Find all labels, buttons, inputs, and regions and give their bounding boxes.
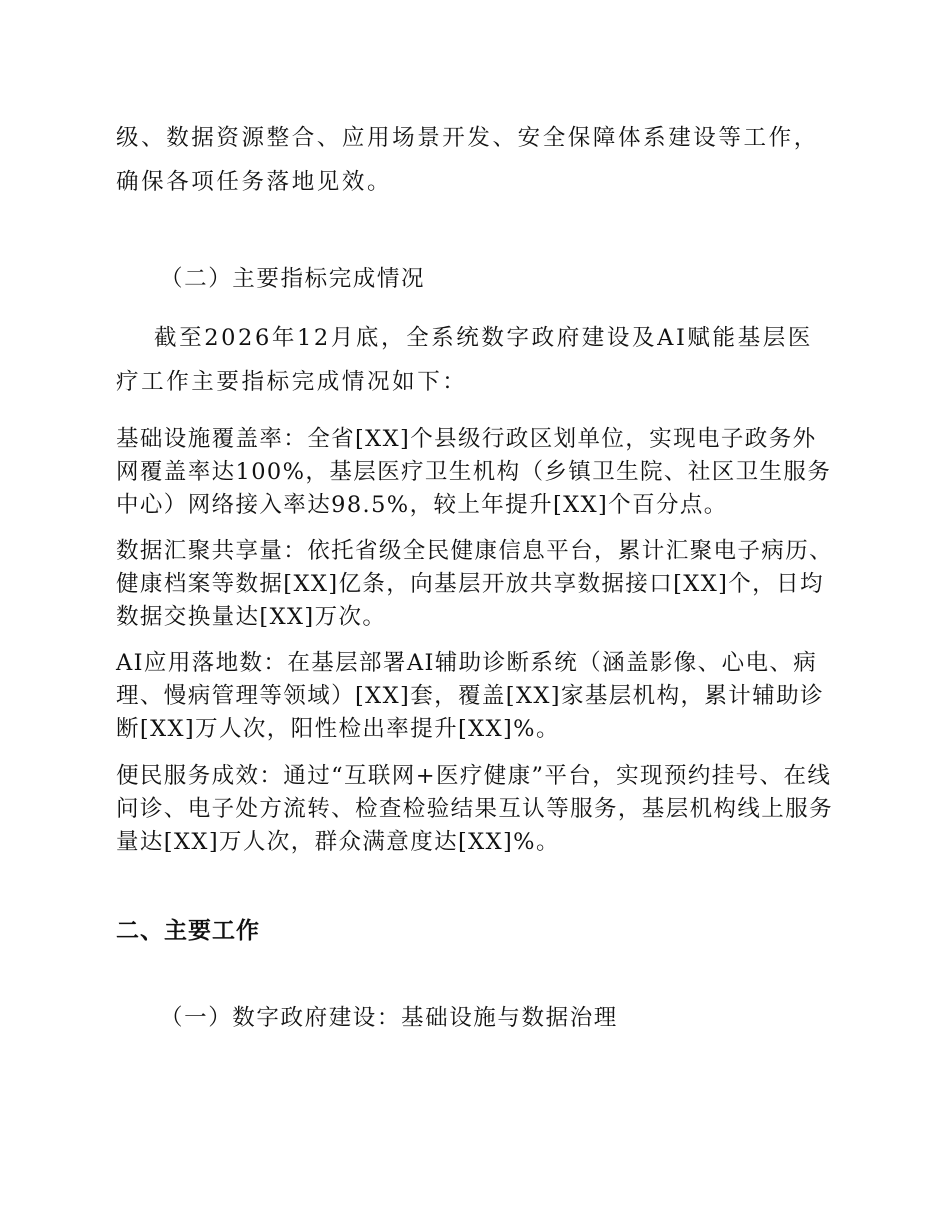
section-heading-indicators: （二）主要指标完成情况 (160, 266, 426, 292)
indicator-item-infrastructure: 基础设施覆盖率：全省[XX]个县级行政区划单位，实现电子政务外网覆盖率达100%，基层医疗卫生机构（乡镇卫生院、社区卫生服务中心）网络接入率达98.5%，较上年提升[XX]个百分点。 (116, 426, 832, 518)
chapter-heading: 二、主要工作 (116, 918, 260, 944)
indicators-lead-paragraph: 截至2026年12月底，全系统数字政府建设及AI赋能基层医疗工作主要指标完成情况如下： (116, 325, 813, 395)
subsection-heading-digital-government: （一）数字政府建设：基础设施与数据治理 (160, 1005, 618, 1031)
indicator-item-ai-application: AI应用落地数：在基层部署AI辅助诊断系统（涵盖影像、心电、病理、慢病管理等领域）[XX]套，覆盖[XX]家基层机构，累计辅助诊断[XX]万人次，阳性检出率提升[XX]%。 (116, 650, 824, 742)
indicator-item-public-service: 便民服务成效：通过“互联网+医疗健康”平台，实现预约挂号、在线问诊、电子处方流转、检查检验结果互认等服务，基层机构线上服务量达[XX]万人次，群众满意度达[XX]%。 (116, 763, 834, 855)
intro-paragraph: 级、数据资源整合、应用场景开发、安全保障体系建设等工作，确保各项任务落地见效。 (116, 125, 819, 195)
indicator-item-data-sharing: 数据汇聚共享量：依托省级全民健康信息平台，累计汇聚电子病历、健康档案等数据[XX]亿条，向基层开放共享数据接口[XX]个，日均数据交换量达[XX]万次。 (116, 538, 834, 630)
